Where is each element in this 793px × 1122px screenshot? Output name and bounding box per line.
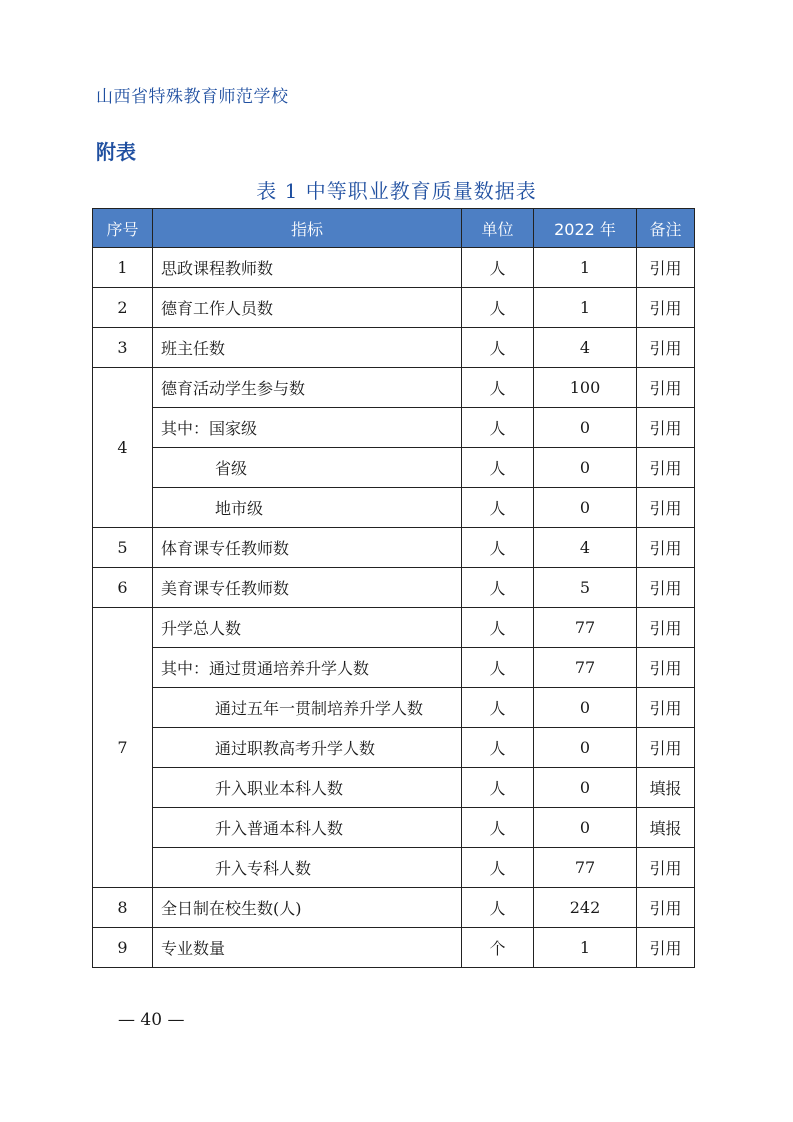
- unit-cell: 人: [462, 288, 534, 328]
- value-cell: 5: [534, 568, 637, 608]
- note-cell: 引用: [637, 408, 695, 448]
- table-row: [93, 648, 695, 688]
- seq-cell: 4: [93, 368, 153, 528]
- table-row: [93, 768, 695, 808]
- header-indicator: 指标: [153, 209, 462, 248]
- note-cell: 引用: [637, 728, 695, 768]
- value-cell: 4: [534, 328, 637, 368]
- table-row: [93, 248, 695, 288]
- unit-cell: 人: [462, 368, 534, 408]
- indicator-cell: 升入普通本科人数: [153, 808, 462, 848]
- table-row: [93, 408, 695, 448]
- value-cell: 0: [534, 768, 637, 808]
- table-row: [93, 528, 695, 568]
- note-cell: 引用: [637, 288, 695, 328]
- unit-cell: 人: [462, 808, 534, 848]
- indicator-cell: 地市级: [153, 488, 462, 528]
- unit-cell: 人: [462, 688, 534, 728]
- indicator-cell: 升学总人数: [153, 608, 462, 648]
- header-year: 2022 年: [534, 209, 637, 248]
- value-cell: 0: [534, 448, 637, 488]
- indicator-cell: 省级: [153, 448, 462, 488]
- unit-cell: 人: [462, 248, 534, 288]
- value-cell: 242: [534, 888, 637, 928]
- value-cell: 77: [534, 608, 637, 648]
- value-cell: 0: [534, 488, 637, 528]
- unit-cell: 个: [462, 928, 534, 968]
- seq-cell: 6: [93, 568, 153, 608]
- note-cell: 引用: [637, 368, 695, 408]
- indicator-cell: 德育活动学生参与数: [153, 368, 462, 408]
- table-row: [93, 928, 695, 968]
- indicator-cell: 思政课程教师数: [153, 248, 462, 288]
- indicator-cell: 班主任数: [153, 328, 462, 368]
- table-row: [93, 888, 695, 928]
- table-row: [93, 808, 695, 848]
- unit-cell: 人: [462, 328, 534, 368]
- value-cell: 4: [534, 528, 637, 568]
- table-header-row: [93, 209, 695, 248]
- indicator-cell: 升入职业本科人数: [153, 768, 462, 808]
- unit-cell: 人: [462, 488, 534, 528]
- unit-cell: 人: [462, 648, 534, 688]
- value-cell: 0: [534, 688, 637, 728]
- indicator-cell: 美育课专任教师数: [153, 568, 462, 608]
- note-cell: 引用: [637, 608, 695, 648]
- table-row: [93, 288, 695, 328]
- table-row: [93, 328, 695, 368]
- table-row: [93, 848, 695, 888]
- seq-cell: 9: [93, 928, 153, 968]
- quality-data-table: [92, 208, 695, 968]
- seq-cell: 7: [93, 608, 153, 888]
- unit-cell: 人: [462, 888, 534, 928]
- note-cell: 引用: [637, 528, 695, 568]
- note-cell: 引用: [637, 648, 695, 688]
- unit-cell: 人: [462, 448, 534, 488]
- unit-cell: 人: [462, 768, 534, 808]
- seq-cell: 2: [93, 288, 153, 328]
- note-cell: 引用: [637, 568, 695, 608]
- seq-cell: 3: [93, 328, 153, 368]
- note-cell: 引用: [637, 328, 695, 368]
- table-caption: 表 1 中等职业教育质量数据表: [256, 179, 537, 203]
- unit-cell: 人: [462, 408, 534, 448]
- table-row: [93, 368, 695, 408]
- table-row: [93, 568, 695, 608]
- note-cell: 引用: [637, 248, 695, 288]
- table-row: [93, 688, 695, 728]
- indicator-cell: 其中：通过贯通培养升学人数: [153, 648, 462, 688]
- value-cell: 0: [534, 728, 637, 768]
- appendix-title: 附表: [96, 140, 136, 164]
- table-row: [93, 728, 695, 768]
- note-cell: 引用: [637, 488, 695, 528]
- unit-cell: 人: [462, 728, 534, 768]
- seq-cell: 8: [93, 888, 153, 928]
- value-cell: 1: [534, 928, 637, 968]
- note-cell: 引用: [637, 888, 695, 928]
- indicator-cell: 德育工作人员数: [153, 288, 462, 328]
- seq-cell: 1: [93, 248, 153, 288]
- indicator-cell: 全日制在校生数(人): [153, 888, 462, 928]
- unit-cell: 人: [462, 848, 534, 888]
- indicator-cell: 通过职教高考升学人数: [153, 728, 462, 768]
- value-cell: 1: [534, 288, 637, 328]
- note-cell: 填报: [637, 768, 695, 808]
- seq-cell: 5: [93, 528, 153, 568]
- indicator-cell: 专业数量: [153, 928, 462, 968]
- unit-cell: 人: [462, 608, 534, 648]
- indicator-cell: 通过五年一贯制培养升学人数: [153, 688, 462, 728]
- table-row: [93, 488, 695, 528]
- value-cell: 77: [534, 848, 637, 888]
- header-note: 备注: [637, 209, 695, 248]
- note-cell: 引用: [637, 688, 695, 728]
- unit-cell: 人: [462, 568, 534, 608]
- header-unit: 单位: [462, 209, 534, 248]
- indicator-cell: 升入专科人数: [153, 848, 462, 888]
- note-cell: 引用: [637, 848, 695, 888]
- table-row: [93, 608, 695, 648]
- unit-cell: 人: [462, 528, 534, 568]
- header-seq: 序号: [93, 209, 153, 248]
- indicator-cell: 其中：国家级: [153, 408, 462, 448]
- value-cell: 1: [534, 248, 637, 288]
- school-name: 山西省特殊教育师范学校: [96, 87, 289, 107]
- value-cell: 0: [534, 408, 637, 448]
- note-cell: 引用: [637, 448, 695, 488]
- indicator-cell: 体育课专任教师数: [153, 528, 462, 568]
- page-number: — 40 —: [118, 1010, 185, 1030]
- value-cell: 100: [534, 368, 637, 408]
- note-cell: 填报: [637, 808, 695, 848]
- value-cell: 0: [534, 808, 637, 848]
- note-cell: 引用: [637, 928, 695, 968]
- table-row: [93, 448, 695, 488]
- value-cell: 77: [534, 648, 637, 688]
